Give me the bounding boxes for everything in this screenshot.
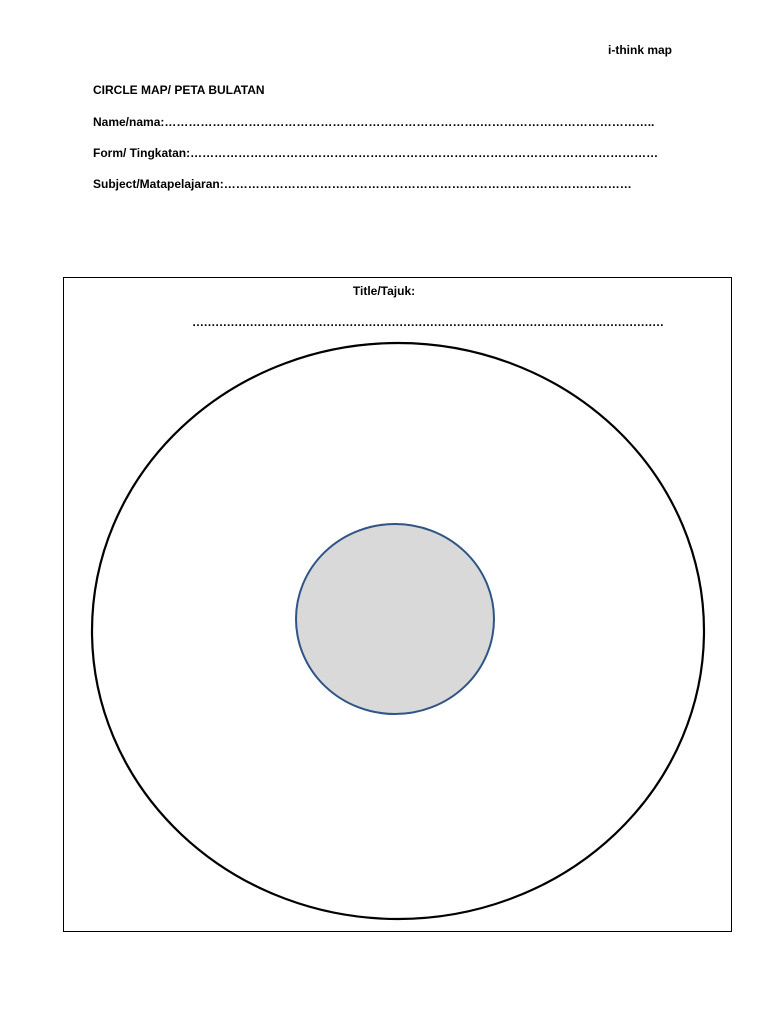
name-field[interactable]: Name/nama:…………………………………………………………………….……………………………………..: [93, 115, 655, 129]
map-title-label: Title/Tajuk:: [352, 284, 416, 298]
i-think-map-label: i-think map: [608, 43, 673, 57]
subject-field[interactable]: Subject/Matapelajaran:…………………………………………………………………………………………: [93, 177, 632, 191]
inner-circle[interactable]: [296, 524, 494, 714]
map-title-input-line[interactable]: ……………………………………………………………………………………………………………: [192, 315, 664, 329]
document-title: CIRCLE MAP/ PETA BULATAN: [93, 83, 265, 97]
form-field[interactable]: Form/ Tingkatan:………………………………………………………………………………………………………: [93, 146, 659, 160]
